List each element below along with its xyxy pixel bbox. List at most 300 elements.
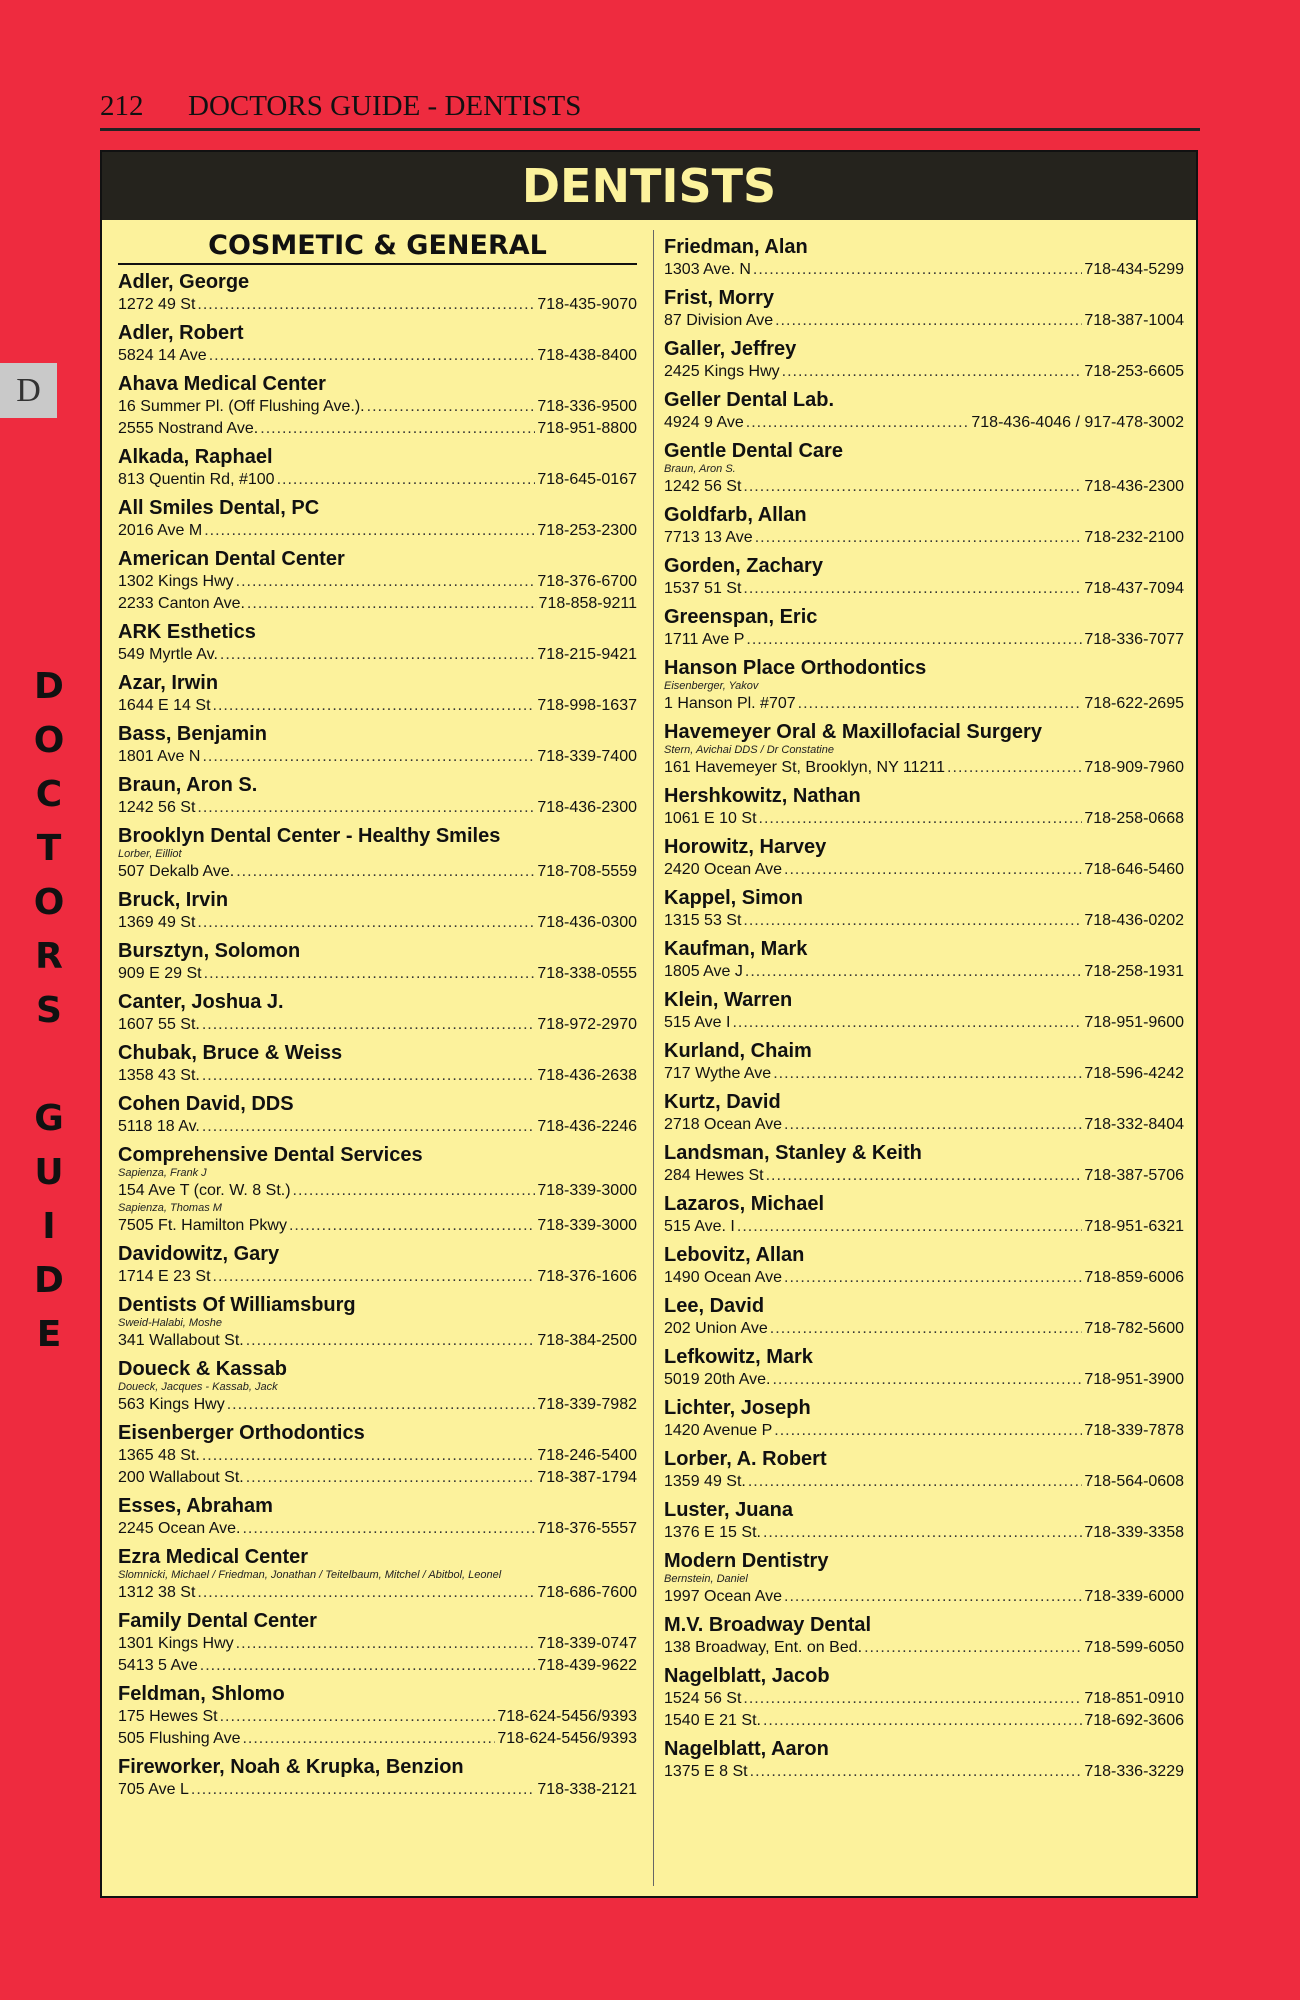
practitioner-note: Sweid-Halabi, Moshe <box>118 1317 222 1329</box>
dot-leader <box>202 1014 536 1036</box>
dot-leader <box>246 1330 536 1352</box>
dot-leader <box>213 695 536 717</box>
phone-number: 718-336-3229 <box>1084 1763 1184 1780</box>
phone-number: 718-951-6321 <box>1084 1218 1184 1235</box>
address: 341 Wallabout St. <box>118 1332 244 1349</box>
dot-leader <box>197 294 535 316</box>
address: 1537 51 St <box>664 580 742 597</box>
listing-name: Bass, Benjamin <box>118 723 267 745</box>
dot-leader <box>202 1065 536 1087</box>
phone-number: 718-436-2246 <box>537 1118 637 1135</box>
phone-number: 718-951-9600 <box>1084 1014 1184 1031</box>
page-header <box>100 88 1200 131</box>
dot-leader <box>200 1655 536 1677</box>
address-line <box>664 629 1184 651</box>
listing-name: Bursztyn, Solomon <box>118 940 301 962</box>
address: 2016 Ave M <box>118 522 203 539</box>
phone-number: 718-387-1794 <box>537 1469 637 1486</box>
address: 1365 48 St. <box>118 1447 200 1464</box>
address-line <box>664 1114 1184 1136</box>
dot-leader <box>743 910 1082 932</box>
phone-number: 718-338-2121 <box>537 1781 637 1798</box>
address-line <box>118 571 637 593</box>
address: 284 Hewes St <box>664 1167 764 1184</box>
phone-number: 718-851-0910 <box>1084 1690 1184 1707</box>
address-line <box>118 1116 637 1138</box>
phone-number: 718-339-7878 <box>1084 1422 1184 1439</box>
listing-entry <box>664 503 1184 549</box>
side-title-letter: T <box>36 828 62 869</box>
address-line <box>664 527 1184 549</box>
listing-name: Hershkowitz, Nathan <box>664 785 861 807</box>
listing-name: Geller Dental Lab. <box>664 389 835 411</box>
listing-name: Ahava Medical Center <box>118 373 326 395</box>
address-line <box>664 1012 1184 1034</box>
listing-name: Nagelblatt, Jacob <box>664 1665 830 1687</box>
dot-leader <box>746 629 1082 651</box>
address-line <box>118 1518 637 1540</box>
phone-number: 718-435-9070 <box>537 296 637 313</box>
phone-number: 718-258-0668 <box>1084 810 1184 827</box>
listing-entry <box>118 1682 637 1750</box>
phone-number: 718-387-5706 <box>1084 1167 1184 1184</box>
address: 1711 Ave P <box>664 631 745 648</box>
dot-leader <box>242 1728 495 1750</box>
listing-name: Bruck, Irvin <box>118 889 229 911</box>
address-line <box>118 294 637 316</box>
listing-entry <box>118 270 637 316</box>
listing-entry <box>664 554 1184 600</box>
listing-name: Feldman, Shlomo <box>118 1683 285 1705</box>
listing-name: Braun, Aron S. <box>118 774 258 796</box>
listing-name: Esses, Abraham <box>118 1495 273 1517</box>
dot-leader <box>220 1706 496 1728</box>
listing-name: Havemeyer Oral & Maxillofacial Surgery <box>664 721 1042 743</box>
side-title-letter: U <box>34 1152 64 1193</box>
dot-leader <box>197 1582 535 1604</box>
listing-entry <box>118 888 637 934</box>
listing-entry <box>664 286 1184 332</box>
address-line <box>118 1266 637 1288</box>
address-line <box>664 1369 1184 1391</box>
phone-number: 718-998-1637 <box>537 697 637 714</box>
phone-number: 718-686-7600 <box>537 1584 637 1601</box>
address-line <box>664 859 1184 881</box>
address: 1301 Kings Hwy <box>118 1635 234 1652</box>
listing-name: Gentle Dental Care <box>664 440 843 462</box>
listing-name: Eisenberger Orthodontics <box>118 1422 365 1444</box>
address-line <box>664 1165 1184 1187</box>
address-line <box>664 961 1184 983</box>
address-line <box>118 1330 637 1352</box>
address-line <box>664 910 1184 932</box>
listing-entry <box>118 372 637 440</box>
phone-number: 718-436-2300 <box>537 799 637 816</box>
phone-number: 718-387-1004 <box>1084 312 1184 329</box>
listing-entry <box>118 1143 637 1237</box>
dot-leader <box>289 1215 535 1237</box>
dot-leader <box>763 1522 1082 1544</box>
listing-entry <box>664 605 1184 651</box>
side-title-letter <box>28 1038 70 1092</box>
listing-name: Nagelblatt, Aaron <box>664 1738 829 1760</box>
address-line <box>664 412 1184 434</box>
listing-name: Chubak, Bruce & Weiss <box>118 1042 343 1064</box>
listing-name: Greenspan, Eric <box>664 606 818 628</box>
dot-leader <box>746 412 970 434</box>
address-line <box>664 808 1184 830</box>
listing-name: Modern Dentistry <box>664 1550 829 1572</box>
listing-entry <box>118 547 637 615</box>
dot-leader <box>247 593 537 615</box>
dot-leader <box>732 1012 1082 1034</box>
side-title-letter: O <box>33 720 65 761</box>
address-line <box>664 1420 1184 1442</box>
listing-entry <box>118 445 637 491</box>
address: 16 Summer Pl. (Off Flushing Ave.). <box>118 398 365 415</box>
address: 1315 53 St <box>664 912 742 929</box>
dot-leader <box>774 1420 1082 1442</box>
address-line <box>664 578 1184 600</box>
phone-number: 718-246-5400 <box>537 1447 637 1464</box>
listing-entry <box>664 337 1184 383</box>
listing-entry <box>664 1396 1184 1442</box>
address-line <box>664 1688 1184 1710</box>
listing-entry <box>118 1755 637 1801</box>
dot-leader <box>775 310 1082 332</box>
dot-leader <box>236 861 535 883</box>
side-title-letter: G <box>34 1098 64 1139</box>
listing-entry <box>664 886 1184 932</box>
phone-number: 718-782-5600 <box>1084 1320 1184 1337</box>
phone-number: 718-336-9500 <box>537 398 637 415</box>
phone-number: 718-339-3358 <box>1084 1524 1184 1541</box>
practitioner-note: Braun, Aron S. <box>664 463 736 475</box>
category-banner: DENTISTS <box>102 152 1196 220</box>
address-line <box>664 476 1184 498</box>
address: 1801 Ave N <box>118 748 201 765</box>
listing-name: Lefkowitz, Mark <box>664 1346 813 1368</box>
listing-name: Gorden, Zachary <box>664 555 823 577</box>
listing-name: Goldfarb, Allan <box>664 504 807 526</box>
address: 1358 43 St. <box>118 1067 200 1084</box>
listing-entry <box>118 722 637 768</box>
listing-name: Adler, George <box>118 271 250 293</box>
section-heading: COSMETIC & GENERAL <box>118 230 637 265</box>
address-line <box>118 418 637 440</box>
side-title-letter: R <box>35 936 63 977</box>
practitioner-note: Lorber, Eilliot <box>118 848 182 860</box>
listing-entry <box>118 939 637 985</box>
listing-name: Adler, Robert <box>118 322 244 344</box>
listing-name: Kappel, Simon <box>664 887 803 909</box>
address-line <box>118 1779 637 1801</box>
address-line <box>118 746 637 768</box>
listing-name: M.V. Broadway Dental <box>664 1614 872 1636</box>
address-line <box>118 1445 637 1467</box>
listing-entry <box>118 1421 637 1489</box>
listing-entry <box>118 1293 637 1352</box>
phone-number: 718-622-2695 <box>1084 695 1184 712</box>
listing-entry <box>664 988 1184 1034</box>
phone-number: 718-215-9421 <box>537 646 637 663</box>
phone-number: 718-232-2100 <box>1084 529 1184 546</box>
address-line <box>118 1180 637 1202</box>
dot-leader <box>773 1063 1082 1085</box>
listing-entry <box>664 1498 1184 1544</box>
running-title: DOCTORS GUIDE - DENTISTS <box>188 90 582 122</box>
listing-entry <box>664 388 1184 434</box>
practitioner-note: Slomnicki, Michael / Friedman, Jonathan / Teitelbaum, Mitchel / Abitbol, Leonel <box>118 1569 502 1581</box>
page-number: 212 <box>100 90 144 122</box>
listing-name: American Dental Center <box>118 548 345 570</box>
phone-number: 718-332-8404 <box>1084 1116 1184 1133</box>
phone-number: 718-376-5557 <box>537 1520 637 1537</box>
phone-number: 718-951-8800 <box>537 420 637 437</box>
listing-entry <box>664 720 1184 779</box>
dot-leader <box>743 1688 1082 1710</box>
dot-leader <box>947 757 1082 779</box>
address: 2233 Canton Ave. <box>118 595 245 612</box>
dot-leader <box>246 1467 536 1489</box>
phone-number: 718-436-0202 <box>1084 912 1184 929</box>
listing-entry <box>664 1737 1184 1783</box>
address: 1607 55 St. <box>118 1016 200 1033</box>
address: 1540 E 21 St. <box>664 1712 761 1729</box>
side-title-letter: I <box>42 1206 56 1247</box>
phone-number: 718-376-6700 <box>537 573 637 590</box>
address: 2420 Ocean Ave <box>664 861 783 878</box>
listing-entry <box>664 1192 1184 1238</box>
address: 1997 Ocean Ave <box>664 1588 783 1605</box>
listing-name: Lorber, A. Robert <box>664 1448 827 1470</box>
column-divider <box>653 230 654 1886</box>
address: 2555 Nostrand Ave. <box>118 420 259 437</box>
address-line <box>664 1471 1184 1493</box>
address: 5118 18 Av. <box>118 1118 200 1135</box>
listing-name: Comprehensive Dental Services <box>118 1144 423 1166</box>
address: 549 Myrtle Av. <box>118 646 218 663</box>
address: 87 Division Ave <box>664 312 774 329</box>
address-line <box>118 1706 637 1728</box>
phone-number: 718-339-7982 <box>537 1396 637 1413</box>
dot-leader <box>750 1761 1083 1783</box>
listing-name: Kurland, Chaim <box>664 1040 812 1062</box>
address: 717 Wythe Ave <box>664 1065 772 1082</box>
address-line <box>664 757 1184 779</box>
phone-number: 718-258-1931 <box>1084 963 1184 980</box>
phone-number: 718-645-0167 <box>537 471 637 488</box>
address-line <box>664 1710 1184 1732</box>
phone-number: 718-624-5456/9393 <box>497 1730 637 1747</box>
address: 1375 E 8 St <box>664 1763 748 1780</box>
dot-leader <box>782 361 1083 383</box>
side-title-letter: D <box>34 1260 64 1301</box>
address: 2718 Ocean Ave <box>664 1116 783 1133</box>
address: 5413 5 Ave <box>118 1657 198 1674</box>
phone-number: 718-438-8400 <box>537 347 637 364</box>
address-line <box>118 1394 637 1416</box>
listing-name: Lee, David <box>664 1295 765 1317</box>
dot-leader <box>763 1710 1082 1732</box>
address: 1272 49 St <box>118 296 196 313</box>
listing-entry <box>118 496 637 542</box>
listing-name: All Smiles Dental, PC <box>118 497 320 519</box>
dot-leader <box>209 345 536 367</box>
address: 2245 Ocean Ave. <box>118 1520 241 1537</box>
listing-entry <box>664 1549 1184 1608</box>
dot-leader <box>748 1471 1083 1493</box>
address-line <box>118 1215 637 1237</box>
practitioner-note: Sapienza, Thomas M <box>118 1202 222 1214</box>
listing-entry <box>664 1613 1184 1659</box>
listing-entry <box>664 1090 1184 1136</box>
dot-leader <box>784 1267 1082 1289</box>
listing-name: Galler, Jeffrey <box>664 338 797 360</box>
phone-number: 718-859-6006 <box>1084 1269 1184 1286</box>
address-line <box>118 912 637 934</box>
address: 5824 14 Ave <box>118 347 207 364</box>
listing-name: Friedman, Alan <box>664 236 808 258</box>
dot-leader <box>367 396 536 418</box>
phone-number: 718-339-3000 <box>537 1182 637 1199</box>
listing-name: Doueck & Kassab <box>118 1358 287 1380</box>
listing-name: Cohen David, DDS <box>118 1093 294 1115</box>
listing-entry <box>664 656 1184 715</box>
address-line <box>118 695 637 717</box>
address-line <box>118 396 637 418</box>
dot-leader <box>197 912 535 934</box>
dot-leader <box>204 963 536 985</box>
phone-number: 718-436-4046 / 917-478-3002 <box>971 414 1184 431</box>
address-line <box>118 1633 637 1655</box>
address: 1369 49 St <box>118 914 196 931</box>
listing-name: Frist, Morry <box>664 287 775 309</box>
listing-entry <box>664 1243 1184 1289</box>
address: 705 Ave L <box>118 1781 189 1798</box>
listing-name: ARK Esthetics <box>118 621 256 643</box>
dot-leader <box>197 797 535 819</box>
listing-name: Azar, Irwin <box>118 672 219 694</box>
address: 563 Kings Hwy <box>118 1396 225 1413</box>
dot-leader <box>204 520 535 542</box>
listing-entry <box>664 1447 1184 1493</box>
address-line <box>118 593 637 615</box>
phone-number: 718-439-9622 <box>537 1657 637 1674</box>
dot-leader <box>227 1394 536 1416</box>
listing-name: Landsman, Stanley & Keith <box>664 1142 922 1164</box>
address-line <box>118 963 637 985</box>
phone-number: 718-624-5456/9393 <box>497 1708 637 1725</box>
dot-leader <box>202 746 535 768</box>
practitioner-note: Doueck, Jacques - Kassab, Jack <box>118 1381 278 1393</box>
address: 161 Havemeyer St, Brooklyn, NY 11211 <box>664 759 946 776</box>
dot-leader <box>260 418 535 440</box>
phone-number: 718-253-6605 <box>1084 363 1184 380</box>
phone-number: 718-253-2300 <box>537 522 637 539</box>
address: 1420 Avenue P <box>664 1422 773 1439</box>
address: 507 Dekalb Ave. <box>118 863 235 880</box>
address-line <box>664 361 1184 383</box>
dot-leader <box>236 1633 536 1655</box>
practitioner-note: Stern, Avichai DDS / Dr Constatine <box>664 744 834 756</box>
address-line <box>118 861 637 883</box>
address: 1490 Ocean Ave <box>664 1269 783 1286</box>
listing-name: Lazaros, Michael <box>664 1193 825 1215</box>
address-line <box>664 693 1184 715</box>
phone-number: 718-436-2300 <box>1084 478 1184 495</box>
phone-number: 718-951-3900 <box>1084 1371 1184 1388</box>
address-line <box>118 345 637 367</box>
address: 7505 Ft. Hamilton Pkwy <box>118 1217 287 1234</box>
listing-name: Kurtz, David <box>664 1091 781 1113</box>
address-line <box>118 797 637 819</box>
listing-name: Klein, Warren <box>664 989 793 1011</box>
address: 154 Ave T (cor. W. 8 St.) <box>118 1182 291 1199</box>
address: 515 Ave I <box>664 1014 731 1031</box>
listing-entry <box>664 235 1184 281</box>
listing-entry <box>118 773 637 819</box>
dot-leader <box>743 476 1082 498</box>
address: 1302 Kings Hwy <box>118 573 234 590</box>
listing-entry <box>118 620 637 666</box>
address-line <box>118 1014 637 1036</box>
address-line <box>118 644 637 666</box>
listing-entry <box>118 1494 637 1540</box>
listing-entry <box>664 1345 1184 1391</box>
listing-name: Brooklyn Dental Center - Healthy Smiles <box>118 825 501 847</box>
phone-number: 718-376-1606 <box>537 1268 637 1285</box>
dot-leader <box>293 1180 536 1202</box>
phone-number: 718-436-0300 <box>537 914 637 931</box>
phone-number: 718-708-5559 <box>537 863 637 880</box>
listing-name: Lebovitz, Allan <box>664 1244 805 1266</box>
dot-leader <box>202 1116 536 1138</box>
phone-number: 718-339-7400 <box>537 748 637 765</box>
listing-entry <box>118 990 637 1036</box>
side-title-letter: E <box>36 1314 62 1355</box>
address: 1376 E 15 St. <box>664 1524 761 1541</box>
listing-name: Family Dental Center <box>118 1610 317 1632</box>
dot-leader <box>864 1637 1082 1659</box>
address-line <box>664 1522 1184 1544</box>
address: 1242 56 St <box>664 478 742 495</box>
phone-number: 718-564-0608 <box>1084 1473 1184 1490</box>
address-line <box>664 1318 1184 1340</box>
address: 505 Flushing Ave <box>118 1730 241 1747</box>
address: 7713 13 Ave <box>664 529 753 546</box>
address-line <box>118 1655 637 1677</box>
phone-number: 718-434-5299 <box>1084 261 1184 278</box>
dot-leader <box>784 859 1082 881</box>
listing-name: Ezra Medical Center <box>118 1546 309 1568</box>
dot-leader <box>277 469 536 491</box>
dot-leader <box>770 1318 1083 1340</box>
listing-name: Alkada, Raphael <box>118 446 273 468</box>
address: 1303 Ave. N <box>664 261 751 278</box>
listing-entry <box>118 1609 637 1677</box>
address: 909 E 29 St <box>118 965 202 982</box>
phone-number: 718-338-0555 <box>537 965 637 982</box>
practitioner-note: Eisenberger, Yakov <box>664 680 759 692</box>
listing-name: Hanson Place Orthodontics <box>664 657 927 679</box>
listing-entry <box>118 1357 637 1416</box>
listing-entry <box>118 671 637 717</box>
listing-name: Lichter, Joseph <box>664 1397 811 1419</box>
address: 138 Broadway, Ent. on Bed. <box>664 1639 863 1656</box>
address: 4924 9 Ave <box>664 414 744 431</box>
dot-leader <box>242 1518 535 1540</box>
